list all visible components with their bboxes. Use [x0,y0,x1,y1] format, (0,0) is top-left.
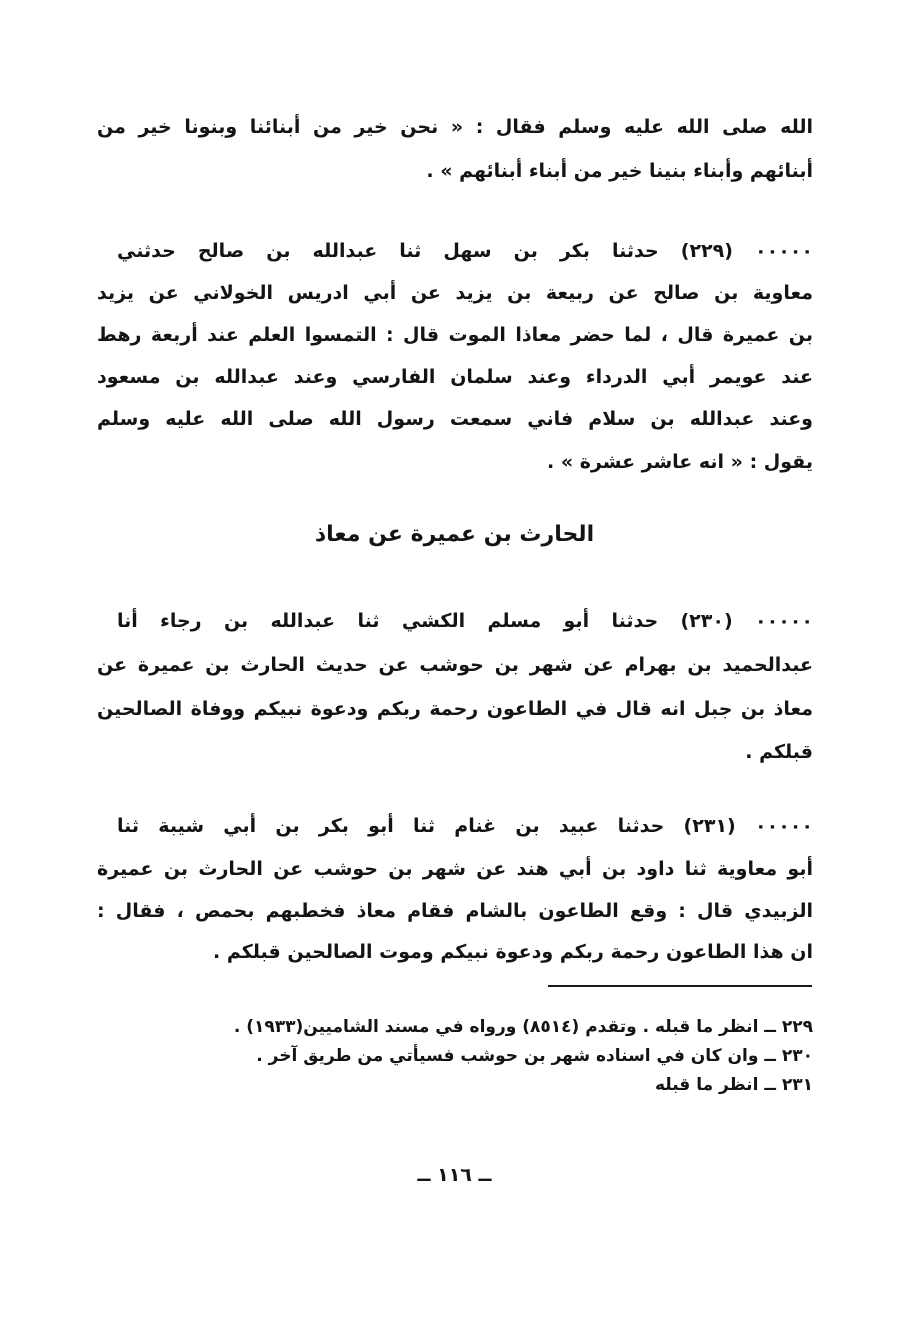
footnote-229: ٢٢٩ ــ انظر ما قبله . وتقدم (٨٥١٤) ورواه في مسند الشاميين(١٩٣٣) . [233,1017,813,1037]
hadith-231-line: الزبيدي قال : وقع الطاعون بالشام فقام معاذ فخطبهم بحمص ، فقال : [97,900,813,922]
hadith-230-line: معاذ بن جبل انه قال في الطاعون رحمة ربكم ودعوة نبيكم ووفاة الصالحين [97,698,813,720]
hadith-229-line: ٠٠٠٠٠ (٢٢٩) حدثنا بكر بن سهل ثنا عبدالله بن صالح حدثني [117,240,813,262]
hadith-229-line: وعند عبدالله بن سلام فاني سمعت رسول الله صلى الله عليه وسلم [97,408,813,430]
hadith-230-line: قبلكم . [745,741,813,763]
hadith-230-line: ٠٠٠٠٠ (٢٣٠) حدثنا أبو مسلم الكشي ثنا عبدالله بن رجاء أنا [117,610,813,632]
hadith-230-line: عبدالحميد بن بهرام عن شهر بن حوشب عن حديث الحارث بن عميرة عن [97,654,813,676]
hadith-231-line: ٠٠٠٠٠ (٢٣١) حدثنا عبيد بن غنام ثنا أبو بكر بن أبي شيبة ثنا [117,815,813,837]
hadith-229-line: معاوية بن صالح عن ربيعة بن يزيد عن أبي ادريس الخولاني عن يزيد [97,282,813,304]
hadith-229-line: يقول : « انه عاشر عشرة » . [546,451,813,473]
text-line: أبنائهم وأبناء بنينا خير من أبناء أبنائهم » . [426,160,813,182]
hadith-229-line: عند عويمر أبي الدرداء وعند سلمان الفارسي وعند عبدالله بن مسعود [97,366,813,388]
hadith-231-line: أبو معاوية ثنا داود بن أبي هند عن شهر بن حوشب عن الحارث بن عميرة [97,858,813,880]
hadith-231-line: ان هذا الطاعون رحمة ربكم ودعوة نبيكم وموت الصالحين قبلكم . [213,941,813,963]
text-line: الله صلى الله عليه وسلم فقال : « نحن خير من أبنائنا وبنونا خير من [97,116,813,138]
hadith-229-line: بن عميرة قال ، لما حضر معاذا الموت قال : التمسوا العلم عند أربعة رهط [97,324,813,346]
section-heading: الحارث بن عميرة عن معاذ [314,522,595,547]
page-number: ــ ١١٦ ــ [417,1164,492,1186]
footnote-230: ٢٣٠ ــ وان كان في اسناده شهر بن حوشب فسيأتي من طريق آخر . [256,1046,813,1066]
footnote-231: ٢٣١ ــ انظر ما قبله [654,1075,813,1095]
footnote-separator [548,985,812,987]
